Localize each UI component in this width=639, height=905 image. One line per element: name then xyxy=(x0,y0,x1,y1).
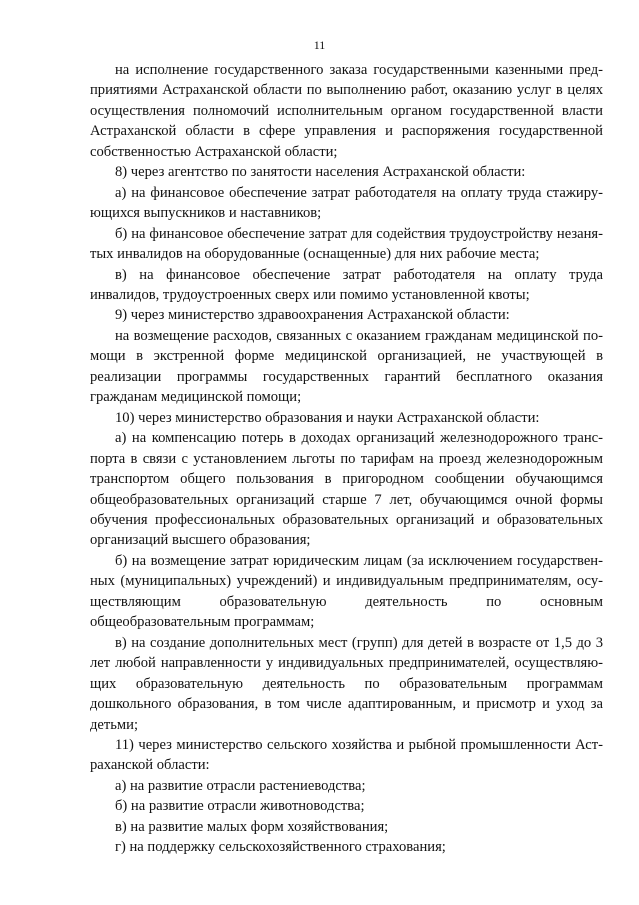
paragraph-item-10: 10) через министерство образования и науки Астраханской области: xyxy=(115,409,540,426)
paragraph-item-8v: в) на финансовое обеспечение затрат работодателя на оплату труда инвалидов, трудоустроенных сверх или помимо установленной квоты; xyxy=(90,266,603,303)
paragraph-item-11b: б) на развитие отрасли животноводства; xyxy=(115,798,365,815)
paragraph-item-8a: а) на финансовое обеспечение затрат работодателя на оплату труда стажирующихся выпускников и наставников; xyxy=(90,184,603,222)
document-body xyxy=(90,60,603,858)
paragraph-item-11g: г) на поддержку сельскохозяйственного страхования; xyxy=(115,839,446,856)
page-number: 11 xyxy=(313,38,326,52)
paragraph-item-8b: б) на финансовое обеспечение затрат для содействия трудоустройству незанятых инвалидов на оборудованные (оснащенные) для них рабочие места; xyxy=(90,225,603,263)
paragraph-item-10v: в) на создание дополнительных мест (групп) для детей в возрасте от 1,5 до 3 лет любой направленности у индивидуальных предпринимателей, осуществляющих образовательную деятельность по образовательным программам дошкольного образования, в том числе адаптированным, и присмотр и уход за детьми; xyxy=(90,634,603,733)
paragraph-state-order: на исполнение государственного заказа государственными казенными предприятиями Астраханской области по выполнению работ, оказанию услуг в целях осуществления полномочий исполнительным органом государственной власти Астраханской области в сфере управления и распоряжения государственной собственностью Астраханской области; xyxy=(90,62,603,160)
paragraph-item-11v: в) на развитие малых форм хозяйствования; xyxy=(115,818,389,835)
paragraph-item-10b: б) на возмещение затрат юридическим лицам (за исключением государственных (муниципальных) учреждений) и индивидуальным предпринимателям, осуществляющим образовательную деятельность по основным общеобразовательным программам; xyxy=(90,552,603,631)
paragraph-item-10a: а) на компенсацию потерь в доходах организаций железнодорожного транспорта в связи с установлением льготы по тарифам на проезд железнодорожным транспортом общего пользования в пригородном сообщении обучающимся общеобразовательных организаций старше 7 лет, обучающимся очной формы обучения профессиональных образовательных организаций и образовательных организаций высшего образования; xyxy=(90,430,603,549)
paragraph-item-11a: а) на развитие отрасли растениеводства; xyxy=(115,777,366,794)
paragraph-item-9-text: на возмещение расходов, связанных с оказанием гражданам медицинской помощи в экстренной форме медицинской организацией, не участвующей в реализации программы государственных гарантий бесплатного оказания гражданам медицинской помощи; xyxy=(90,327,603,406)
paragraph-item-9: 9) через министерство здравоохранения Астраханской области: xyxy=(115,307,510,324)
paragraph-item-11: 11) через министерство сельского хозяйства и рыбной промышленности Астраханской области: xyxy=(90,736,603,774)
paragraph-item-8: 8) через агентство по занятости населения Астраханской области: xyxy=(115,164,526,181)
